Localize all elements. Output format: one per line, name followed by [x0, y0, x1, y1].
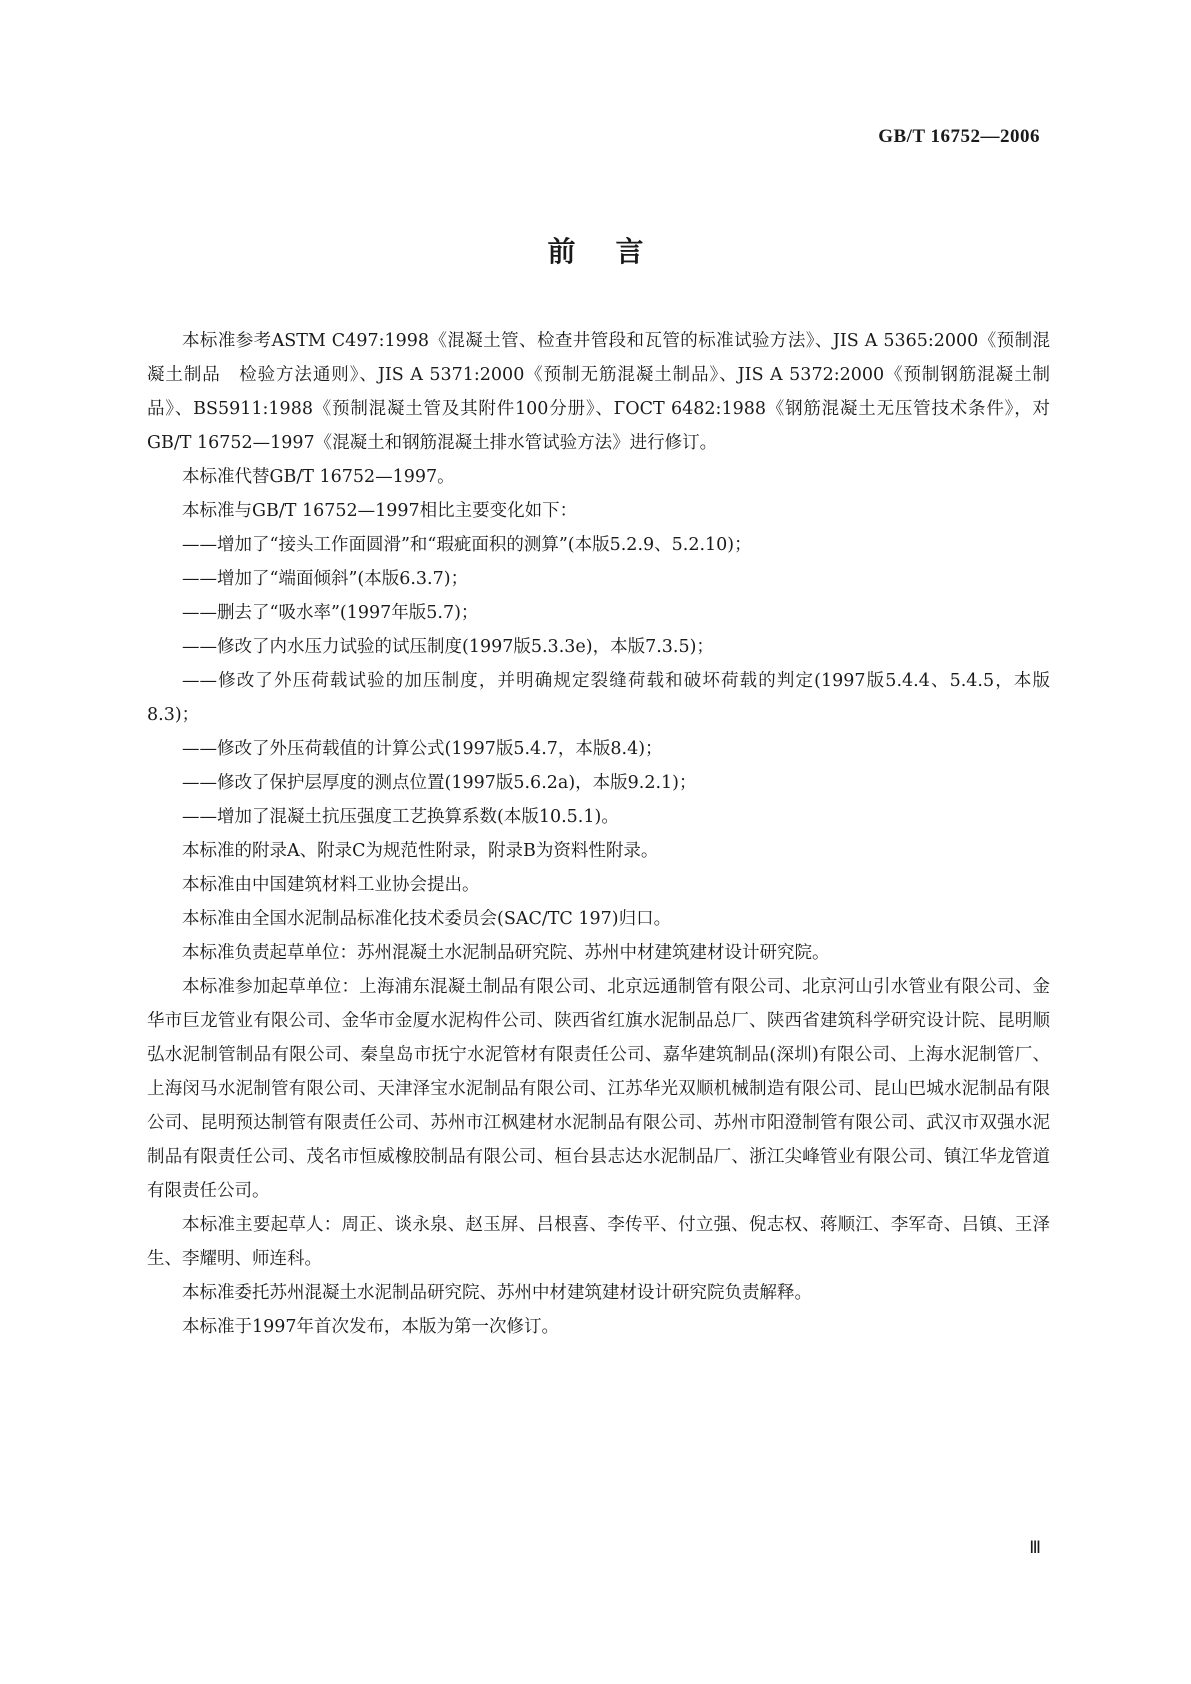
change-item: ——修改了内水压力试验的试压制度(1997版5.3.3e)，本版7.3.5)； — [182, 637, 714, 657]
change-item: ——修改了外压荷载试验的加压制度，并明确规定裂缝荷载和破坏荷载的判定(1997版5.4.4、5.4.5，本版8.3)； — [147, 671, 1050, 725]
paragraph-main-drafters: 本标准主要起草人：周正、谈永泉、赵玉屏、吕根喜、李传平、付立强、倪志权、蒋顺江、李军奇、吕镇、王泽生、李耀明、师连科。 — [147, 1215, 1050, 1269]
paragraph-first-issue: 本标准于1997年首次发布，本版为第一次修订。 — [182, 1317, 560, 1337]
paragraph-interpretation: 本标准委托苏州混凝土水泥制品研究院、苏州中材建筑建材设计研究院负责解释。 — [182, 1283, 812, 1303]
page-title: 前言 — [547, 235, 684, 268]
paragraph-proposed-by: 本标准由中国建筑材料工业协会提出。 — [182, 875, 480, 895]
page-number: Ⅲ — [1029, 1538, 1041, 1557]
change-item: ——增加了“接头工作面圆滑”和“瑕疵面积的测算”(本版5.2.9、5.2.10)； — [182, 535, 752, 555]
paragraph-participating-drafters: 本标准参加起草单位：上海浦东混凝土制品有限公司、北京远通制管有限公司、北京河山引水管业有限公司、金华市巨龙管业有限公司、金华市金厦水泥构件公司、陕西省红旗水泥制品总厂、陕西省建筑科学研究设计院、昆明顺弘水泥制管制品有限公司、秦皇岛市抚宁水泥管材有限责任公司、嘉华建筑制品(深圳)有限公司、上海水泥制管厂、上海闵马水泥制管有限公司、天津泽宝水泥制品有限公司、江苏华光双顺机械制造有限公司、昆山巴城水泥制品有限公司、昆明预达制管有限责任公司、苏州市江枫建材水泥制品有限公司、苏州市阳澄制管有限公司、武汉市双强水泥制品有限责任公司、茂名市恒威橡胶制品有限公司、桓台县志达水泥制品厂、浙江尖峰管业有限公司、镇江华龙管道有限责任公司。 — [147, 977, 1050, 1201]
paragraph-reference-standards: 本标准参考ASTM C497:1998《混凝土管、检查井管段和瓦管的标准试验方法》、JIS A 5365:2000《预制混凝土制品 检验方法通则》、JIS A 5371:2000《预制无筋混凝土制品》、JIS A 5372:2000《预制钢筋混凝土制品》、BS5911:1988《预制混凝土管及其附件100分册》、ГОСТ 6482:1988《钢筋混凝土无压管技术条件》，对GB/T 16752—1997《混凝土和钢筋混凝土排水管试验方法》进行修订。 — [147, 331, 1050, 453]
paragraph-responsible-drafters: 本标准负责起草单位：苏州混凝土水泥制品研究院、苏州中材建筑建材设计研究院。 — [182, 943, 830, 963]
paragraph-replaces: 本标准代替GB/T 16752—1997。 — [182, 467, 455, 487]
paragraph-centralized-by: 本标准由全国水泥制品标准化技术委员会(SAC/TC 197)归口。 — [182, 909, 672, 929]
paragraph-annexes: 本标准的附录A、附录C为规范性附录，附录B为资料性附录。 — [182, 841, 659, 861]
change-item: ——删去了“吸水率”(1997年版5.7)； — [182, 603, 479, 623]
change-item: ——修改了外压荷载值的计算公式(1997版5.4.7，本版8.4)； — [182, 739, 663, 759]
standard-number: GB/T 16752—2006 — [878, 126, 1040, 147]
change-item: ——修改了保护层厚度的测点位置(1997版5.6.2a)，本版9.2.1)； — [182, 773, 697, 793]
paragraph-changes-intro: 本标准与GB/T 16752—1997相比主要变化如下： — [182, 501, 578, 521]
change-item: ——增加了“端面倾斜”(本版6.3.7)； — [182, 569, 469, 589]
foreword-body — [147, 324, 1050, 1344]
change-item: ——增加了混凝土抗压强度工艺换算系数(本版10.5.1)。 — [182, 807, 619, 827]
